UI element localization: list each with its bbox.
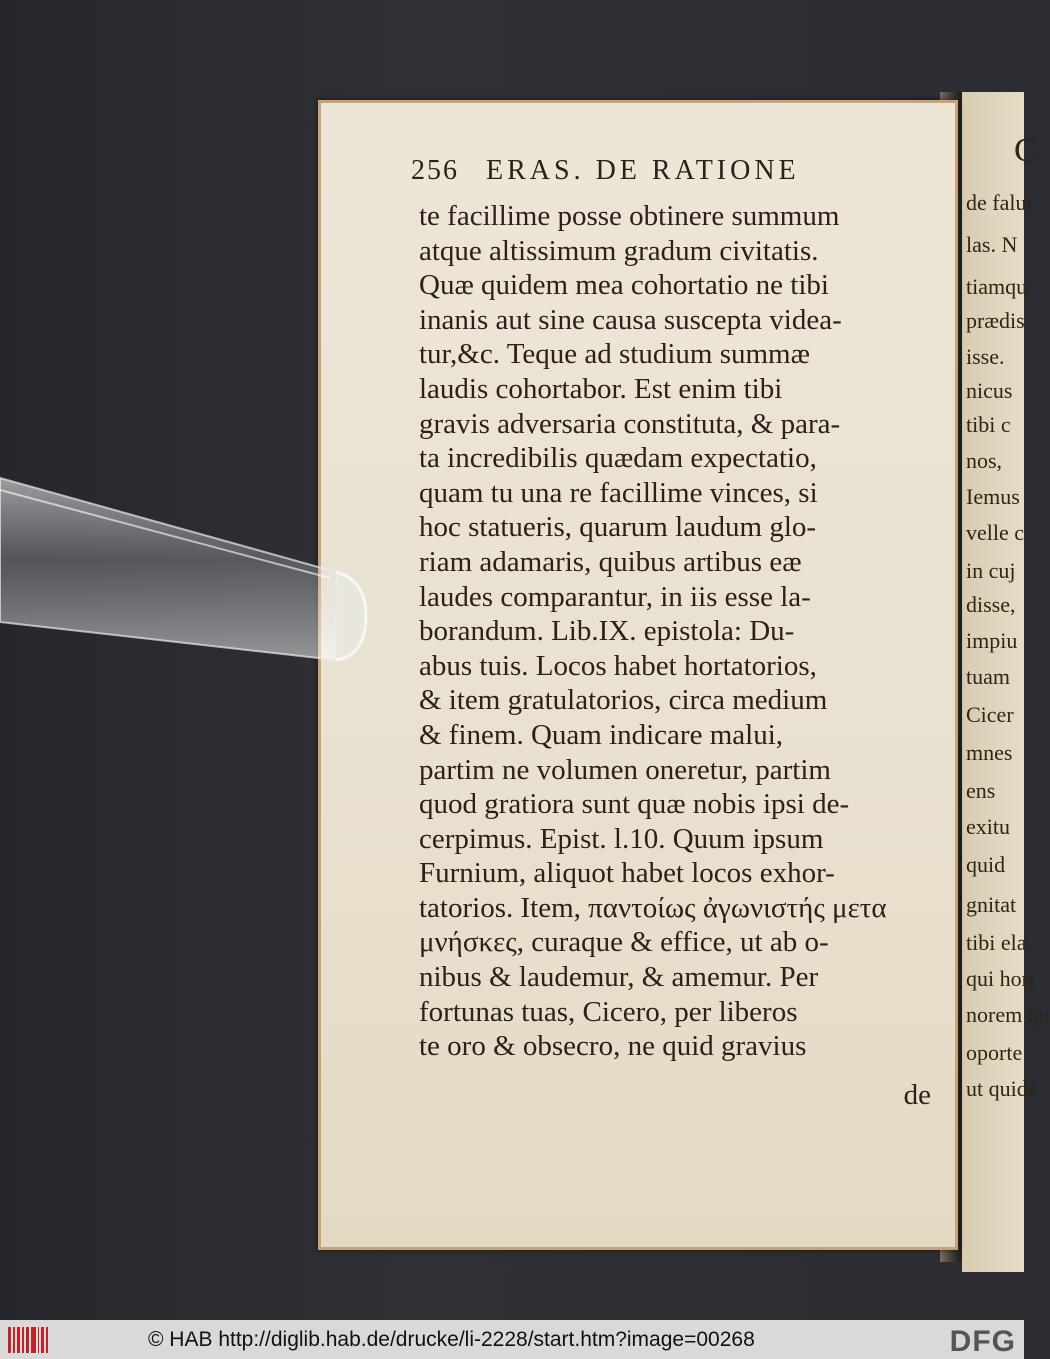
facing-page	[962, 92, 1050, 1272]
text-line: inanis aut sine causa suscepta videa-	[419, 303, 842, 336]
text-line: fortunas tuas, Cicero, per liberos	[419, 995, 798, 1028]
text-line: abus tuis. Locos habet hortatorios,	[419, 649, 817, 682]
facing-page-fragment: ut quide	[966, 1076, 1038, 1101]
facing-page-fragment: nicus	[966, 378, 1013, 403]
running-header	[411, 155, 800, 187]
text-line: te oro & obsecro, ne quid gravius	[419, 1030, 807, 1063]
facing-page-fragment: tibi c	[966, 412, 1011, 437]
facing-page-fragment: impiu	[966, 628, 1018, 653]
text-line: hoc statueris, quarum laudum glo-	[419, 511, 817, 544]
facing-page-fragment: Cicer	[966, 702, 1014, 727]
facing-page-fragment: disse,	[966, 592, 1016, 617]
barcode-logo	[8, 1327, 48, 1353]
copyright-notice[interactable]: © HAB http://diglib.hab.de/drucke/li-2228/start.htm?image=00268	[148, 1327, 755, 1351]
facing-page-fragment: mnes	[966, 740, 1013, 765]
text-line: te facillime posse obtinere summum	[419, 200, 840, 232]
text-line: ta incredibilis quædam expectatio,	[419, 442, 817, 475]
text-line: riam adamaris, quibus artibus eæ	[419, 545, 802, 578]
text-line: & finem. Quam indicare malui,	[419, 718, 784, 751]
facing-page-fragment: tiamqu	[966, 274, 1028, 299]
facing-page-fragment: tibi ela	[966, 930, 1027, 955]
text-line: borandum. Lib.IX. epistola: Du-	[419, 615, 795, 648]
book-page	[318, 100, 958, 1250]
text-line: tatorios. Item, παντοίως ἀγωνιστής μετα	[419, 891, 887, 924]
facing-page-fragment: prædis	[966, 308, 1025, 333]
text-line: Quæ quidem mea cohortatio ne tibi	[419, 269, 829, 302]
facing-page-fragment: norem qu	[966, 1002, 1050, 1027]
facing-page-fragment: in cuj	[966, 558, 1016, 583]
running-head: ERAS. DE RATIONE	[486, 155, 800, 186]
text-line: nibus & laudemur, & amemur. Per	[419, 961, 819, 994]
text-line: quam tu una re facillime vinces, si	[419, 476, 818, 509]
text-line: laudis cohortabor. Est enim tibi	[419, 372, 783, 405]
text-line: Furnium, aliquot habet locos exhor-	[419, 857, 835, 890]
facing-page-fragment: velle c	[966, 520, 1025, 545]
text-line: tur,&c. Teque ad studium summæ	[419, 338, 810, 371]
dfg-logo: DFG	[949, 1325, 1016, 1358]
page-clamp	[0, 460, 370, 690]
facing-page-fragment: nos,	[966, 448, 1003, 473]
page-number: 256	[411, 155, 459, 186]
facing-page-fragment: las. N	[966, 232, 1018, 257]
text-line: cerpimus. Epist. l.10. Quum ipsum	[419, 822, 824, 855]
text-line: quod gratiora sunt quæ nobis ipsi de-	[419, 788, 850, 821]
facing-page-fragment: isse.	[966, 344, 1005, 369]
facing-page-fragment: quid	[966, 852, 1006, 877]
facing-page-fragment: qui hort	[966, 966, 1036, 991]
footer-bar	[0, 1320, 1024, 1359]
catchword: de	[903, 1079, 931, 1111]
facing-page-fragment: exitu	[966, 814, 1010, 839]
facing-page-fragment: gnitat	[966, 892, 1017, 917]
text-line: μνήσκες, curaque & effice, ut ab o-	[419, 926, 829, 959]
text-line: laudes comparantur, in iis esse la-	[419, 580, 811, 613]
facing-page-fragment: C	[1014, 132, 1037, 169]
facing-page-fragment: de falut	[966, 190, 1033, 215]
text-line: & item gratulatorios, circa medium	[419, 684, 828, 717]
text-line: partim ne volumen oneretur, partim	[419, 753, 831, 786]
facing-page-fragment: tuam	[966, 664, 1010, 689]
text-line: gravis adversaria constituta, & para-	[419, 407, 841, 440]
facing-page-fragment: Iemus	[966, 484, 1020, 509]
text-line: atque altissimum gradum civitatis.	[419, 234, 819, 267]
facing-page-fragment: ens	[966, 778, 996, 803]
page-text	[419, 199, 939, 1064]
facing-page-fragment: oporte	[966, 1040, 1023, 1065]
